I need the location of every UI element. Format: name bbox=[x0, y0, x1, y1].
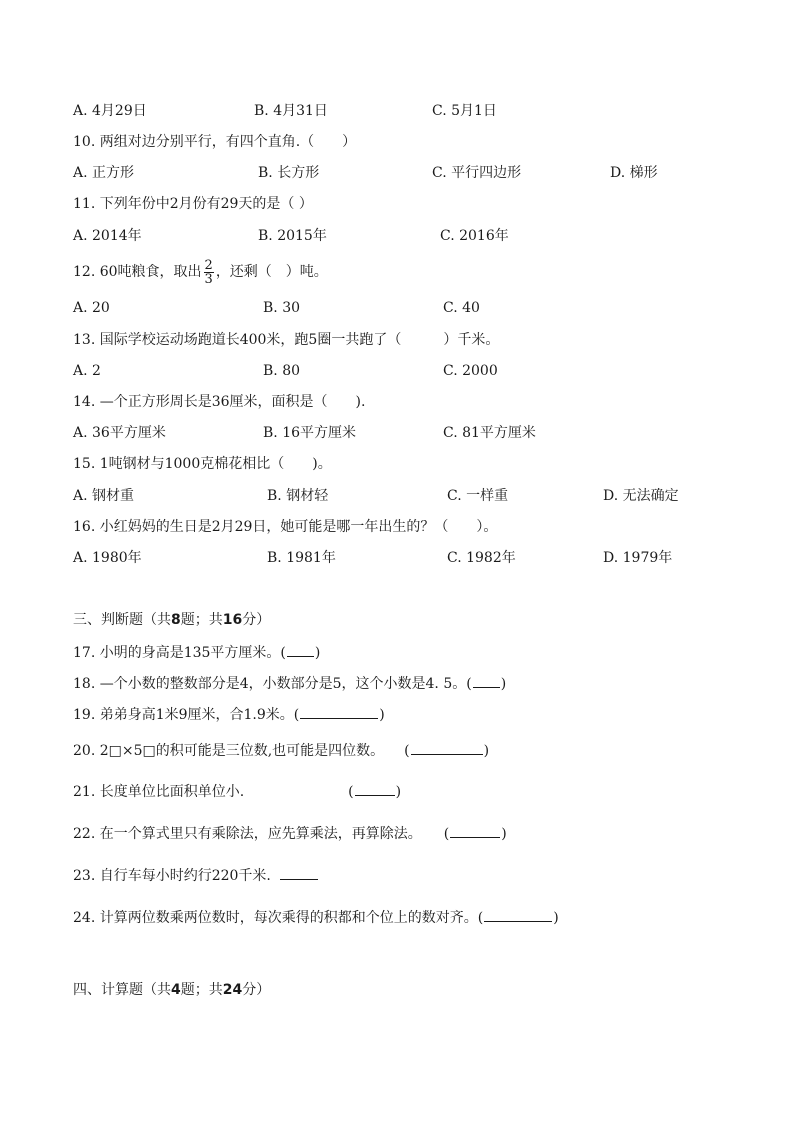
q16-option-a: A. 1980年 bbox=[73, 550, 142, 566]
q18-stem: 18. —个小数的整数部分是4，小数部分是5，这个小数是4. 5。( ) bbox=[73, 672, 506, 694]
q12-option-b: B. 30 bbox=[263, 300, 301, 316]
q14-option-b: B. 16平方厘米 bbox=[263, 425, 357, 441]
q14-option-c: C. 81平方厘米 bbox=[443, 425, 536, 441]
q9-option-c: C. 5月1日 bbox=[432, 103, 497, 119]
q12-option-a: A. 20 bbox=[73, 300, 110, 316]
q15-option-b: B. 钢材轻 bbox=[267, 488, 329, 504]
q14-option-a: A. 36平方厘米 bbox=[73, 425, 166, 441]
q17-stem: 17. 小明的身高是135平方厘米。( ) bbox=[73, 641, 320, 663]
q15-option-c: C. 一样重 bbox=[447, 488, 509, 504]
q12-stem-post: ，还剩（ ）吨。 bbox=[215, 264, 328, 280]
fraction bbox=[204, 259, 214, 286]
section-heading-calculation: 四、计算题（共4题；共24分） bbox=[73, 982, 271, 998]
answer-blank[interactable] bbox=[473, 672, 500, 688]
q24-stem: 24. 计算两位数乘两位数时，每次乘得的积都和个位上的数对齐。( ) bbox=[73, 906, 559, 928]
q12-option-c: C. 40 bbox=[443, 300, 480, 316]
answer-blank[interactable] bbox=[450, 822, 500, 838]
answer-blank[interactable] bbox=[355, 780, 395, 796]
q10-option-c: C. 平行四边形 bbox=[432, 165, 522, 181]
q16-option-c: C. 1982年 bbox=[447, 550, 516, 566]
q9-option-a: A. 4月29日 bbox=[73, 103, 147, 119]
q10-option-a: A. 正方形 bbox=[73, 165, 135, 181]
answer-blank[interactable] bbox=[411, 739, 483, 755]
q13-option-b: B. 80 bbox=[263, 363, 301, 379]
q11-option-b: B. 2015年 bbox=[258, 228, 327, 244]
q15-option-a: A. 钢材重 bbox=[73, 488, 135, 504]
q12-stem-pre: 12. 60吨粮食，取出 bbox=[73, 264, 202, 280]
q16-option-d: D. 1979年 bbox=[603, 550, 673, 566]
q10-option-d: D. 梯形 bbox=[610, 165, 658, 181]
q16-stem: 16. 小红妈妈的生日是2月29日，她可能是哪一年出生的？（ ）。 bbox=[73, 519, 498, 535]
q11-option-a: A. 2014年 bbox=[73, 228, 142, 244]
fraction-numerator: 2 bbox=[204, 257, 213, 273]
q19-stem: 19. 弟弟身高1米9厘米，合1.9米。( ) bbox=[73, 703, 385, 725]
q16-option-b: B. 1981年 bbox=[267, 550, 336, 566]
q15-stem: 15. 1吨钢材与1000克棉花相比（ )。 bbox=[73, 456, 332, 472]
q22-stem: 22. 在一个算式里只有乘除法，应先算乘法，再算除法。 ( ) bbox=[73, 822, 507, 844]
q13-stem: 13. 国际学校运动场跑道长400米，跑5圈一共跑了（ ）千米。 bbox=[73, 332, 500, 348]
section-heading-judgement: 三、判断题（共8题；共16分） bbox=[73, 612, 271, 628]
answer-blank[interactable] bbox=[280, 864, 318, 880]
q13-option-a: A. 2 bbox=[73, 363, 101, 379]
q9-option-b: B. 4月31日 bbox=[254, 103, 328, 119]
q10-option-b: B. 长方形 bbox=[258, 165, 320, 181]
q11-option-c: C. 2016年 bbox=[440, 228, 509, 244]
q12-stem bbox=[73, 258, 328, 286]
q21-stem: 21. 长度单位比面积单位小. ( ) bbox=[73, 780, 401, 802]
q20-stem: 20. 2□×5□的积可能是三位数,也可能是四位数。 ( ) bbox=[73, 739, 489, 761]
q13-option-c: C. 2000 bbox=[443, 363, 498, 379]
q23-stem: 23. 自行车每小时约行220千米. bbox=[73, 864, 319, 886]
fraction-denominator: 3 bbox=[204, 271, 213, 287]
q14-stem: 14. —个正方形周长是36厘米，面积是（ ). bbox=[73, 394, 366, 410]
q11-stem: 11. 下列年份中2月份有29天的是（ ） bbox=[73, 196, 313, 212]
answer-blank[interactable] bbox=[300, 703, 378, 719]
q15-option-d: D. 无法确定 bbox=[603, 488, 679, 504]
q10-stem: 10. 两组对边分别平行，有四个直角.（ ） bbox=[73, 134, 357, 150]
answer-blank[interactable] bbox=[484, 906, 552, 922]
answer-blank[interactable] bbox=[287, 641, 314, 657]
